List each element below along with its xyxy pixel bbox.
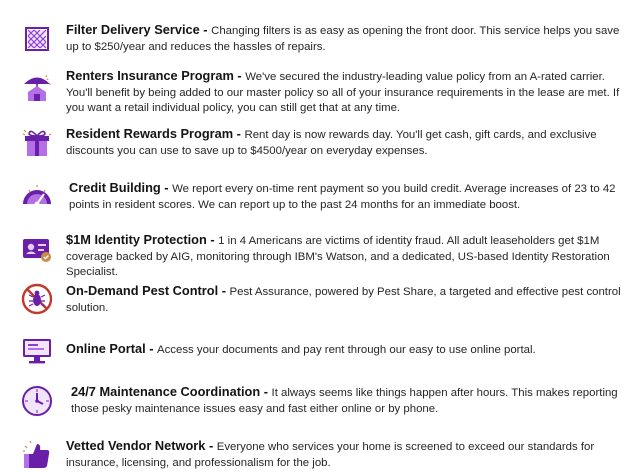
- item-description: Changing filters is as easy as opening the front door. This service helps you save up to $250/year and reduces the hassles of repairs.: [66, 25, 620, 53]
- item-text: [66, 22, 626, 55]
- item-title: On-Demand Pest Control: [66, 283, 219, 298]
- gift-icon: [20, 126, 54, 160]
- item-title: 24/7 Maintenance Coordination: [71, 384, 261, 399]
- item-separator: -: [233, 68, 246, 83]
- item-separator: -: [205, 438, 217, 453]
- item-description: Pest Assurance, powered by Pest Share, a targeted and effective pest control solution.: [66, 286, 621, 314]
- filter-icon: [20, 22, 54, 56]
- item-description: 1 in 4 Americans are victims of identity fraud. All adult leaseholders get $1M coverage backed by AIG, monitoring through IBM's Watson, and a dedicated, US-based Identity Restoration Specialist.: [66, 235, 610, 279]
- item-separator: -: [160, 180, 173, 195]
- item-description: Access your documents and pay rent through our easy to use online portal.: [157, 344, 536, 356]
- id-card-icon: [20, 232, 54, 266]
- item-description: Everyone who services your home is screened to exceed our standards for insurance, licensing, and professionalism for the job.: [66, 441, 595, 469]
- thumbs-up-icon: [20, 438, 54, 472]
- item-separator: -: [260, 384, 272, 399]
- gauge-icon: [20, 180, 54, 214]
- item-title: Filter Delivery Service: [66, 22, 200, 37]
- item-text: [66, 68, 626, 117]
- item-title: $1M Identity Protection: [66, 232, 207, 247]
- umbrella-house-icon: [20, 70, 54, 104]
- item-text: [66, 438, 626, 471]
- item-title: Renters Insurance Program: [66, 68, 234, 83]
- item-description: We report every on-time rent payment so you build credit. Average increases of 23 to 42 points in resident scores. We can report up to the past 24 months for an immediate boost.: [69, 183, 616, 211]
- item-description: We've secured the industry-leading value policy from an A-rated carrier. You'll benefit by being added to our master policy so all of your insurance requirements in the lease are met. If you want a retail individual policy, you can still get that at any time.: [66, 71, 620, 115]
- item-description: Rent day is now rewards day. You'll get cash, gift cards, and exclusive discounts you can use to save up to $4500/year on everyday expenses.: [66, 129, 597, 157]
- item-title: Resident Rewards Program: [66, 126, 234, 141]
- item-title: Online Portal: [66, 341, 146, 356]
- item-text: [66, 283, 626, 316]
- clock-icon: [20, 384, 54, 418]
- item-text: [66, 341, 626, 359]
- item-text: [71, 384, 631, 417]
- item-text: [66, 232, 626, 281]
- monitor-icon: [20, 334, 54, 368]
- item-separator: -: [199, 22, 212, 37]
- pest-icon: [20, 282, 54, 316]
- item-text: [66, 126, 626, 159]
- item-text: [69, 180, 629, 213]
- item-separator: -: [218, 283, 230, 298]
- item-separator: -: [145, 341, 158, 356]
- item-description: It always seems like things happen after hours. This makes reporting those pesky maintenance issues easy and fast either online or by phone.: [71, 387, 618, 415]
- item-title: Vetted Vendor Network: [66, 438, 206, 453]
- item-title: Credit Building: [69, 180, 161, 195]
- item-separator: -: [206, 232, 219, 247]
- item-separator: -: [233, 126, 245, 141]
